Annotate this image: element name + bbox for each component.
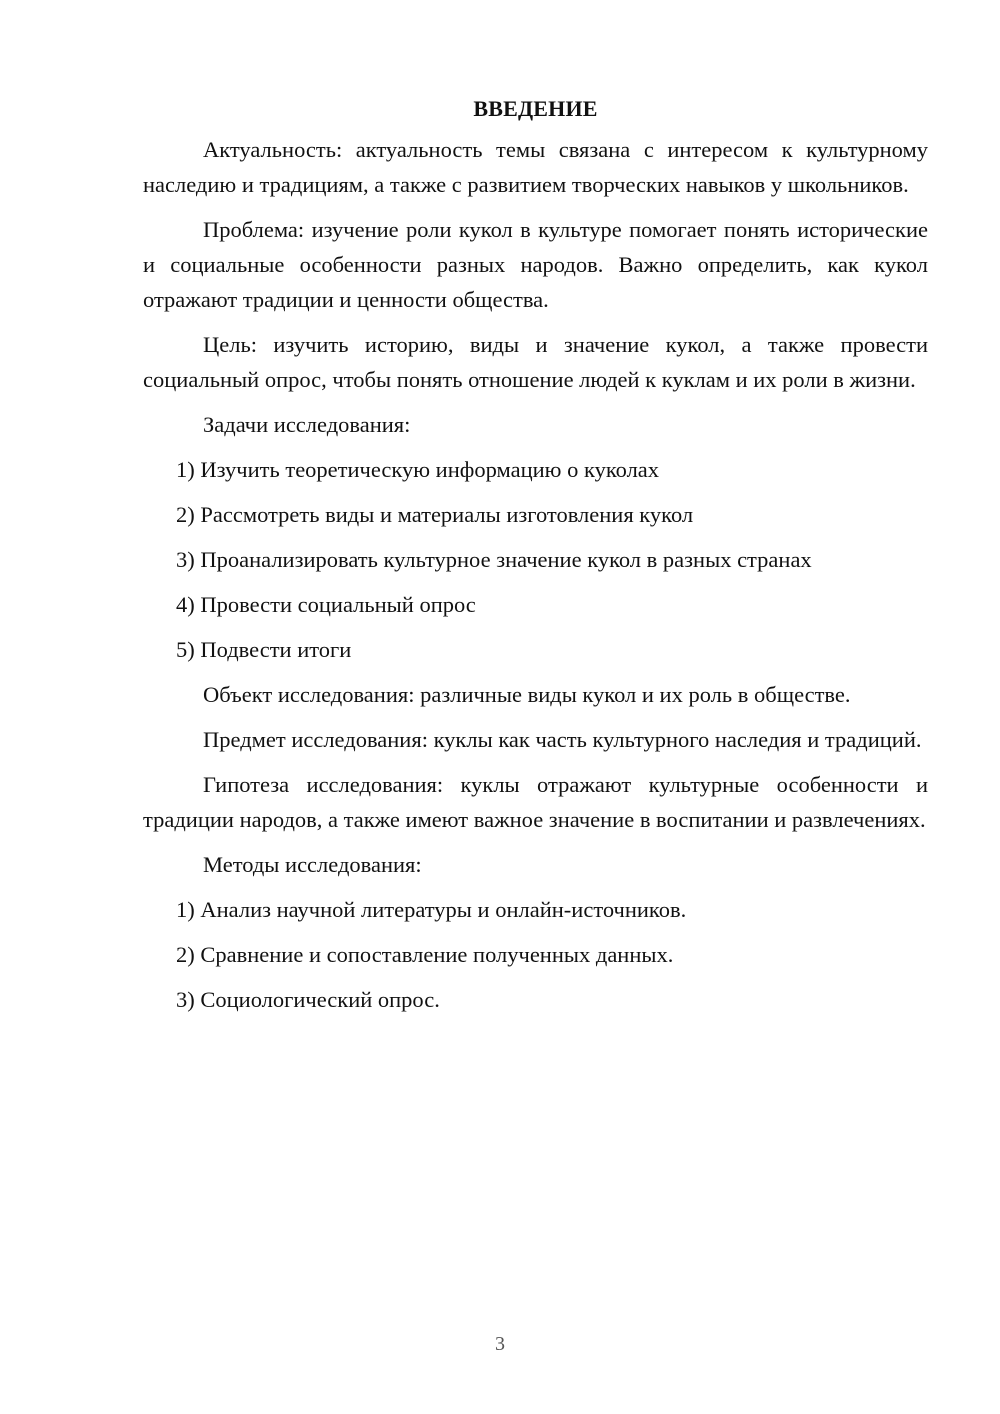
tasks-list — [143, 452, 928, 667]
list-item: 3) Проанализировать культурное значение кукол в разных странах — [176, 547, 812, 572]
methods-list — [143, 892, 928, 1017]
relevance-paragraph: Актуальность: актуальность темы связана с интересом к культурному наследию и традициям, а также с развитием творческих навыков у школьников. — [143, 137, 928, 197]
subject-paragraph: Предмет исследования: куклы как часть культурного наследия и традиций. — [203, 727, 922, 752]
list-item: 1) Изучить теоретическую информацию о куколах — [176, 457, 660, 482]
methods-heading: Методы исследования: — [203, 852, 422, 877]
page-title: ВВЕДЕНИЕ — [473, 96, 598, 121]
list-item: 1) Анализ научной литературы и онлайн-источников. — [176, 897, 687, 922]
object-paragraph: Объект исследования: различные виды кукол и их роль в обществе. — [203, 682, 851, 707]
hypothesis-paragraph: Гипотеза исследования: куклы отражают культурные особенности и традиции народов, а также имеют важное значение в воспитании и развлечениях. — [143, 772, 928, 832]
list-item: 4) Провести социальный опрос — [176, 592, 476, 617]
list-item: 3) Социологический опрос. — [176, 987, 440, 1012]
goal-paragraph: Цель: изучить историю, виды и значение кукол, а также провести социальный опрос, чтобы понять отношение людей к куклам и их роли в жизни. — [143, 332, 928, 392]
page-content — [143, 92, 928, 1017]
tasks-heading: Задачи исследования: — [203, 412, 411, 437]
list-item: 2) Сравнение и сопоставление полученных данных. — [176, 942, 674, 967]
list-item: 5) Подвести итоги — [176, 637, 352, 662]
problem-paragraph: Проблема: изучение роли кукол в культуре помогает понять исторические и социальные особенности разных народов. Важно определить, как кукол отражают традиции и ценности общества. — [143, 217, 928, 312]
page-number: 3 — [495, 1333, 505, 1355]
list-item: 2) Рассмотреть виды и материалы изготовления кукол — [176, 502, 694, 527]
